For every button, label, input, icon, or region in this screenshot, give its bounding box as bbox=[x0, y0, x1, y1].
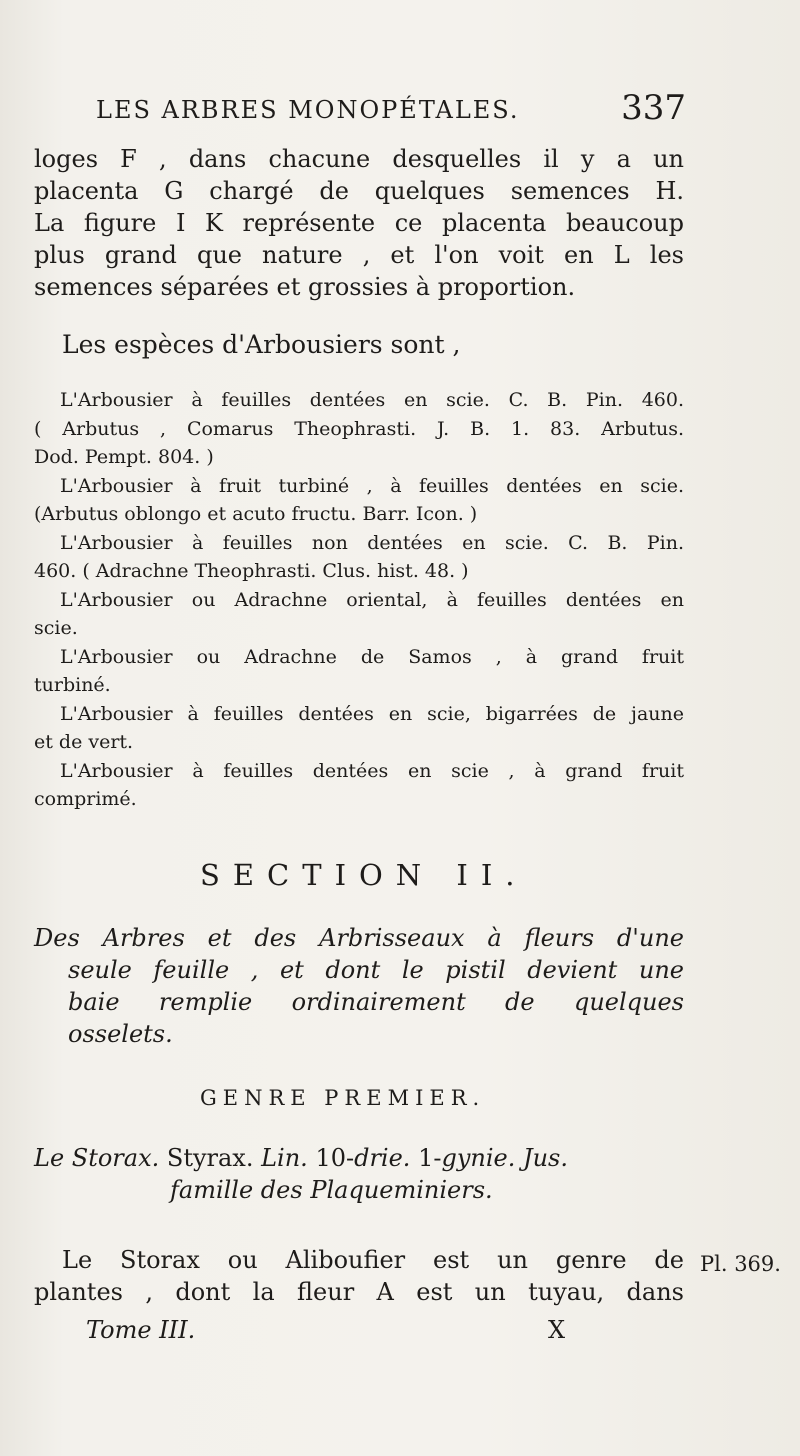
subtitle-line: osselets. bbox=[68, 1020, 173, 1048]
storax-heading-line bbox=[34, 1142, 684, 1174]
page-number: 337 bbox=[621, 88, 686, 128]
species-line: L'Arbousier à feuilles non dentées en scie. C. B. Pin. bbox=[60, 531, 684, 554]
species-line: L'Arbousier à feuilles dentées en scie. C. B. Pin. 460. bbox=[60, 389, 684, 411]
subtitle-line: baie remplie ordinairement de quelques bbox=[68, 988, 684, 1016]
species-line: L'Arbousier ou Adrachne de Samos , à grand fruit bbox=[60, 645, 684, 668]
species-line: et de vert. bbox=[34, 731, 134, 753]
species-line: (Arbutus oblongo et acuto fructu. Barr. Icon. ) bbox=[34, 503, 478, 525]
species-line: ( Arbutus , Comarus Theophrasti. J. B. 1. 83. Arbutus. bbox=[34, 417, 684, 440]
plate-reference: Pl. 369. bbox=[700, 1252, 781, 1276]
running-head-title: LES ARBRES MONOPÉTALES. bbox=[96, 96, 520, 124]
section-subtitle bbox=[34, 922, 684, 1050]
family-line: famille des Plaqueminiers. bbox=[170, 1176, 493, 1204]
genre-title: GENRE PREMIER. bbox=[200, 1086, 486, 1110]
volume-label: Tome III. bbox=[86, 1316, 196, 1344]
text-line: semences séparées et grossies à proportion. bbox=[34, 273, 576, 301]
stamen-count: 10- bbox=[307, 1144, 355, 1172]
order-suffix: gynie. Jus. bbox=[441, 1144, 568, 1172]
running-head bbox=[96, 86, 686, 130]
storax-paragraph bbox=[34, 1244, 684, 1308]
species-line: L'Arbousier à fruit turbiné , à feuilles dentées en scie. bbox=[60, 474, 684, 497]
species-list bbox=[34, 386, 684, 814]
text-line: plus grand que nature , et l'on voit en L les bbox=[34, 241, 684, 269]
signature-mark: X bbox=[548, 1316, 566, 1344]
text-line: placenta G chargé de quelques semences H. bbox=[34, 177, 684, 205]
species-line: comprimé. bbox=[34, 788, 137, 810]
species-line: L'Arbousier ou Adrachne oriental, à feuilles dentées en bbox=[60, 588, 684, 611]
species-line: turbiné. bbox=[34, 674, 111, 696]
storax-heading bbox=[34, 1142, 684, 1206]
species-line: L'Arbousier à feuilles dentées en scie, bigarrées de jaune bbox=[60, 702, 684, 725]
section-title: SECTION II. bbox=[200, 858, 528, 892]
species-line: L'Arbousier à feuilles dentées en scie , à grand fruit bbox=[60, 759, 684, 782]
intro-paragraph bbox=[34, 143, 684, 303]
text-line: loges F , dans chacune desquelles il y a un bbox=[34, 145, 684, 173]
species-heading: Les espèces d'Arbousiers sont , bbox=[62, 330, 461, 359]
text-line: plantes , dont la fleur A est un tuyau, dans bbox=[34, 1278, 684, 1306]
class-suffix: drie. bbox=[354, 1144, 411, 1172]
subtitle-line: seule feuille , et dont le pistil devient une bbox=[68, 956, 684, 984]
text-line: Le Storax ou Aliboufier est un genre de bbox=[62, 1246, 684, 1274]
linnaeus-ref: Lin. bbox=[261, 1144, 308, 1172]
text-line: La figure I K représente ce placenta beaucoup bbox=[34, 209, 684, 237]
subtitle-line: Des Arbres et des Arbrisseaux à fleurs d'une bbox=[34, 924, 684, 952]
genus-name: Le Storax. bbox=[34, 1144, 160, 1172]
species-line: Dod. Pempt. 804. ) bbox=[34, 446, 214, 468]
species-line: 460. ( Adrachne Theophrasti. Clus. hist. 48. ) bbox=[34, 560, 469, 582]
species-line: scie. bbox=[34, 617, 78, 639]
latin-name: Styrax. bbox=[159, 1144, 262, 1172]
pistil-count: 1- bbox=[410, 1144, 442, 1172]
